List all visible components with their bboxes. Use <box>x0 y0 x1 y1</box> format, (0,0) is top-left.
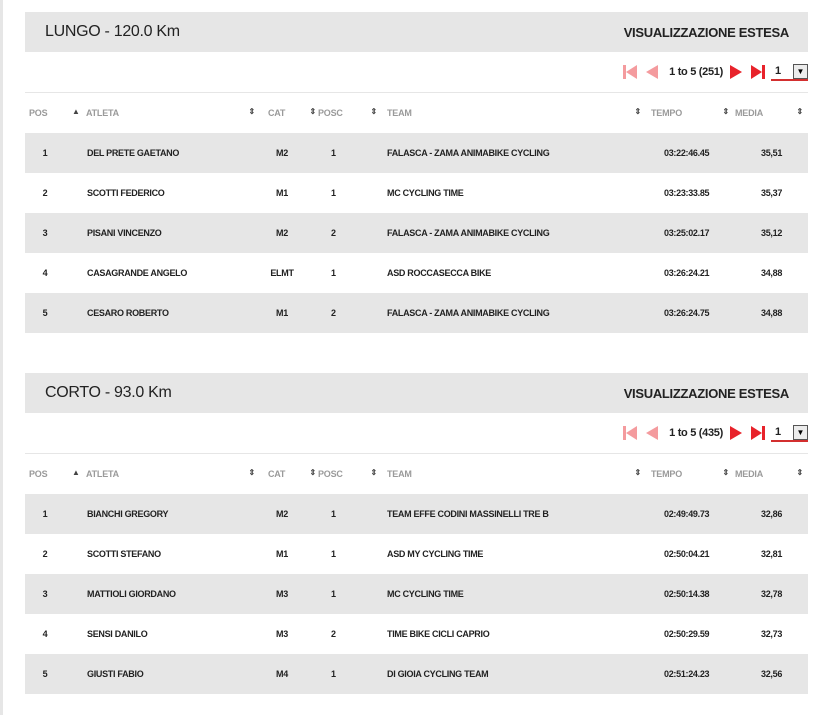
table-row[interactable] <box>25 213 808 253</box>
page-left-border <box>0 0 3 715</box>
column-header-posc[interactable] <box>318 93 383 133</box>
cell-cat: M3 <box>255 614 318 654</box>
column-header-team[interactable] <box>383 93 647 133</box>
cell-media: 34,88 <box>735 293 808 333</box>
page-select[interactable] <box>771 63 808 81</box>
cell-tempo: 03:26:24.75 <box>647 293 735 333</box>
column-label-cat: CAT <box>268 107 286 118</box>
column-label-pos: POS <box>29 468 48 479</box>
sort-icon[interactable]: ⇕ <box>370 468 377 477</box>
race-section <box>25 12 808 333</box>
cell-cat: M1 <box>255 293 318 333</box>
table-row[interactable] <box>25 293 808 333</box>
previous-page-icon[interactable] <box>643 63 661 81</box>
column-header-atleta[interactable] <box>73 93 255 133</box>
cell-posc: 2 <box>318 213 383 253</box>
sort-icon[interactable]: ⇕ <box>309 107 316 116</box>
pagination-bar <box>25 52 808 92</box>
cell-cat: M4 <box>255 654 318 694</box>
race-section <box>25 373 808 694</box>
column-header-cat[interactable] <box>255 93 318 133</box>
column-header-tempo[interactable] <box>647 454 735 494</box>
cell-cat: M1 <box>255 173 318 213</box>
table-header-row <box>25 454 808 494</box>
column-header-tempo[interactable] <box>647 93 735 133</box>
cell-atleta: BIANCHI GREGORY <box>73 494 255 534</box>
cell-atleta: GIUSTI FABIO <box>73 654 255 694</box>
cell-team: MC CYCLING TIME <box>383 173 647 213</box>
cell-tempo: 02:50:29.59 <box>647 614 735 654</box>
cell-posc: 1 <box>318 534 383 574</box>
cell-media: 35,51 <box>735 133 808 173</box>
cell-team: TIME BIKE CICLI CAPRIO <box>383 614 647 654</box>
cell-posc: 1 <box>318 494 383 534</box>
cell-pos: 5 <box>25 293 73 333</box>
section-header <box>25 12 808 52</box>
first-page-icon[interactable] <box>621 63 639 81</box>
first-page-icon[interactable] <box>621 424 639 442</box>
cell-tempo: 02:51:24.23 <box>647 654 735 694</box>
cell-media: 32,81 <box>735 534 808 574</box>
previous-page-icon[interactable] <box>643 424 661 442</box>
cell-tempo: 03:26:24.21 <box>647 253 735 293</box>
section-title: LUNGO - 120.0 Km <box>45 23 180 40</box>
column-label-posc: POSC <box>318 107 343 118</box>
column-header-atleta[interactable] <box>73 454 255 494</box>
cell-team: FALASCA - ZAMA ANIMABIKE CYCLING <box>383 293 647 333</box>
cell-media: 35,37 <box>735 173 808 213</box>
cell-posc: 2 <box>318 614 383 654</box>
column-label-posc: POSC <box>318 468 343 479</box>
sort-icon[interactable]: ⇕ <box>796 107 803 116</box>
cell-pos: 4 <box>25 253 73 293</box>
table-row[interactable] <box>25 253 808 293</box>
cell-cat: M2 <box>255 213 318 253</box>
results-body <box>25 494 808 694</box>
sort-icon[interactable]: ⇕ <box>634 107 641 116</box>
sort-icon[interactable]: ⇕ <box>370 107 377 116</box>
column-header-pos[interactable] <box>25 93 80 133</box>
table-row[interactable] <box>25 133 808 173</box>
column-header-media[interactable] <box>735 454 808 494</box>
column-label-cat: CAT <box>268 468 286 479</box>
cell-media: 32,73 <box>735 614 808 654</box>
cell-atleta: SCOTTI FEDERICO <box>73 173 255 213</box>
pagination-info: 1 to 5 (251) <box>669 66 723 78</box>
cell-team: MC CYCLING TIME <box>383 574 647 614</box>
cell-atleta: SCOTTI STEFANO <box>73 534 255 574</box>
cell-pos: 2 <box>25 534 73 574</box>
cell-atleta: SENSI DANILO <box>73 614 255 654</box>
sort-icon[interactable]: ⇕ <box>722 107 729 116</box>
last-page-icon[interactable] <box>749 63 767 81</box>
results-body <box>25 133 808 333</box>
sort-icon[interactable]: ⇕ <box>634 468 641 477</box>
pagination-bar <box>25 413 808 453</box>
sort-icon[interactable]: ⇕ <box>309 468 316 477</box>
cell-media: 34,88 <box>735 253 808 293</box>
cell-posc: 1 <box>318 574 383 614</box>
cell-pos: 5 <box>25 654 73 694</box>
cell-posc: 1 <box>318 654 383 694</box>
sort-ascending-icon[interactable]: ▲ <box>72 107 80 116</box>
dropdown-arrow-icon[interactable]: ▼ <box>793 64 808 79</box>
page-select-value: 1 <box>775 426 782 438</box>
sort-ascending-icon[interactable]: ▲ <box>72 468 80 477</box>
cell-pos: 3 <box>25 213 73 253</box>
cell-atleta: CESARO ROBERTO <box>73 293 255 333</box>
cell-media: 32,86 <box>735 494 808 534</box>
table-row[interactable] <box>25 494 808 534</box>
cell-atleta: DEL PRETE GAETANO <box>73 133 255 173</box>
table-row[interactable] <box>25 574 808 614</box>
cell-pos: 2 <box>25 173 73 213</box>
section-title: CORTO - 93.0 Km <box>45 384 172 401</box>
cell-posc: 1 <box>318 253 383 293</box>
cell-pos: 3 <box>25 574 73 614</box>
cell-posc: 2 <box>318 293 383 333</box>
cell-tempo: 03:25:02.17 <box>647 213 735 253</box>
table-row[interactable] <box>25 173 808 213</box>
table-row[interactable] <box>25 534 808 574</box>
cell-team: TEAM EFFE CODINI MASSINELLI TRE B <box>383 494 647 534</box>
cell-media: 32,56 <box>735 654 808 694</box>
column-label-team: TEAM <box>387 107 412 118</box>
column-label-media: MEDIA <box>735 468 763 479</box>
column-label-atleta: ATLETA <box>86 107 119 118</box>
cell-cat: M3 <box>255 574 318 614</box>
column-label-tempo: TEMPO <box>651 107 683 118</box>
extended-view-link[interactable]: VISUALIZZAZIONE ESTESA <box>623 385 789 401</box>
cell-media: 35,12 <box>735 213 808 253</box>
cell-tempo: 02:50:04.21 <box>647 534 735 574</box>
cell-tempo: 03:23:33.85 <box>647 173 735 213</box>
cell-atleta: PISANI VINCENZO <box>73 213 255 253</box>
cell-tempo: 02:50:14.38 <box>647 574 735 614</box>
cell-tempo: 02:49:49.73 <box>647 494 735 534</box>
column-header-team[interactable] <box>383 454 647 494</box>
cell-pos: 1 <box>25 494 73 534</box>
sort-icon[interactable]: ⇕ <box>248 107 255 116</box>
sort-icon[interactable]: ⇕ <box>796 468 803 477</box>
cell-team: FALASCA - ZAMA ANIMABIKE CYCLING <box>383 133 647 173</box>
column-label-pos: POS <box>29 107 48 118</box>
column-label-team: TEAM <box>387 468 412 479</box>
cell-atleta: CASAGRANDE ANGELO <box>73 253 255 293</box>
extended-view-link[interactable]: VISUALIZZAZIONE ESTESA <box>623 24 789 40</box>
cell-posc: 1 <box>318 173 383 213</box>
cell-media: 32,78 <box>735 574 808 614</box>
sort-icon[interactable]: ⇕ <box>722 468 729 477</box>
column-header-media[interactable] <box>735 93 808 133</box>
cell-team: ASD MY CYCLING TIME <box>383 534 647 574</box>
page-select-value: 1 <box>775 65 782 77</box>
cell-cat: ELMT <box>255 253 318 293</box>
pagination-info: 1 to 5 (435) <box>669 427 723 439</box>
cell-team: ASD ROCCASECCA BIKE <box>383 253 647 293</box>
next-page-icon[interactable] <box>727 63 745 81</box>
cell-atleta: MATTIOLI GIORDANO <box>73 574 255 614</box>
column-label-tempo: TEMPO <box>651 468 683 479</box>
cell-pos: 1 <box>25 133 73 173</box>
dropdown-arrow-icon[interactable]: ▼ <box>793 425 808 440</box>
cell-cat: M2 <box>255 494 318 534</box>
column-header-cat[interactable] <box>255 454 318 494</box>
results-table <box>25 92 808 333</box>
cell-tempo: 03:22:46.45 <box>647 133 735 173</box>
cell-cat: M1 <box>255 534 318 574</box>
table-header-row <box>25 93 808 133</box>
results-table <box>25 453 808 694</box>
page-select[interactable] <box>771 424 808 442</box>
table-row[interactable] <box>25 614 808 654</box>
cell-team: FALASCA - ZAMA ANIMABIKE CYCLING <box>383 213 647 253</box>
cell-posc: 1 <box>318 133 383 173</box>
sort-icon[interactable]: ⇕ <box>248 468 255 477</box>
cell-pos: 4 <box>25 614 73 654</box>
column-label-atleta: ATLETA <box>86 468 119 479</box>
section-header <box>25 373 808 413</box>
next-page-icon[interactable] <box>727 424 745 442</box>
column-label-media: MEDIA <box>735 107 763 118</box>
table-row[interactable] <box>25 654 808 694</box>
cell-cat: M2 <box>255 133 318 173</box>
last-page-icon[interactable] <box>749 424 767 442</box>
column-header-posc[interactable] <box>318 454 383 494</box>
cell-team: DI GIOIA CYCLING TEAM <box>383 654 647 694</box>
column-header-pos[interactable] <box>25 454 80 494</box>
